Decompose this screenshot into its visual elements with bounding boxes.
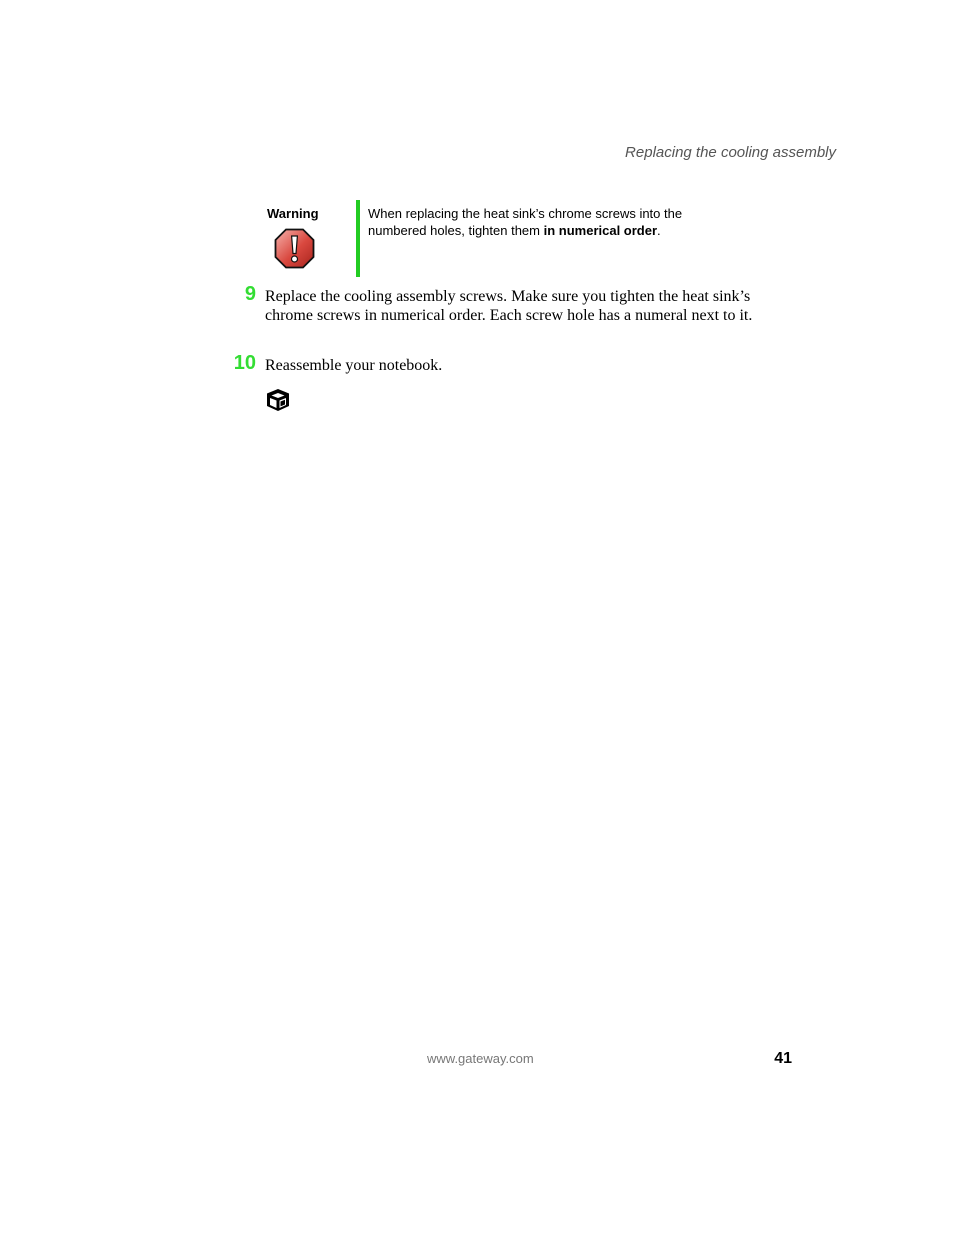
warning-callout: [262, 200, 742, 277]
warning-label: Warning: [267, 206, 319, 221]
warning-stop-sign-icon: [274, 228, 315, 269]
footer-url: www.gateway.com: [427, 1051, 534, 1066]
page-number: 41: [774, 1050, 792, 1067]
gateway-cube-end-icon: [265, 388, 291, 412]
warning-text-emphasis: in numerical order: [543, 223, 658, 238]
step-text: Reassemble your notebook.: [265, 357, 443, 374]
running-head-title: Replacing the cooling assembly: [625, 144, 836, 161]
warning-text-prefix: When replacing the heat sink’s chrome screws into the numbered holes, tighten them: [368, 206, 683, 238]
warning-text-suffix: .: [657, 223, 661, 238]
warning-text: [368, 205, 738, 239]
step-number: 10: [233, 352, 256, 374]
step-number: 9: [244, 283, 256, 305]
step-text: Replace the cooling assembly screws. Make sure you tighten the heat sink’s chrome screws in numerical order. Each screw hole has a numeral next to it.: [265, 288, 753, 324]
warning-divider-bar: [356, 200, 360, 277]
